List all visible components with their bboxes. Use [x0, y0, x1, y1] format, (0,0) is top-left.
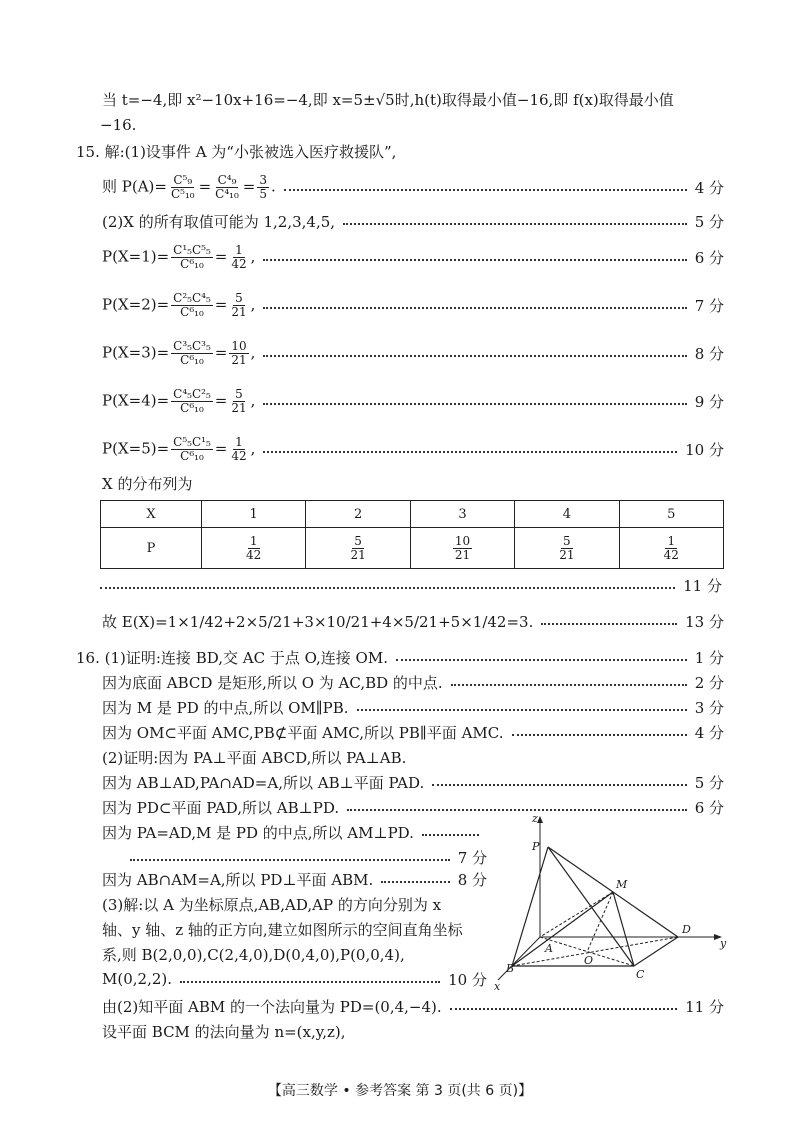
prob-formula: P(X=1)= $\frac{\text{C¹₅C⁵₅}}{\text{C⁶₁₀}}$ = $\frac{1}{42}$ ,	[102, 242, 256, 271]
expectation-line: 故 E(X)=1×1/42+2×5/21+3×10/21+4×5/21+5×1/42=3. 13 分	[102, 612, 724, 631]
table-cell: 2	[306, 501, 410, 528]
figure-label: y	[720, 937, 727, 950]
text-line	[102, 86, 724, 112]
prob-formula: P(X=3)= $\frac{\text{C³₅C³₅}}{\text{C⁶₁₀}}$ = $\frac{10}{21}$ ,	[102, 338, 256, 367]
table-cell: 1	[202, 501, 306, 528]
score-label: 11 分	[683, 576, 722, 595]
q16-line: 轴、y 轴、z 轴的正方向,建立如图所示的空间直角坐标	[102, 920, 463, 939]
edge-ma	[540, 892, 613, 937]
leader-dots	[263, 355, 686, 357]
q16-line: 因为 OM⊂平面 AMC,PB⊄平面 AMC,所以 PB∥平面 AMC. 4 分	[102, 723, 724, 742]
figure-label: M	[616, 878, 628, 891]
diag-bd	[512, 937, 678, 966]
leader-dots	[263, 259, 686, 261]
z-arrow	[537, 816, 543, 823]
figure-label: x	[494, 980, 501, 992]
score-label: 7 分	[694, 296, 724, 315]
edge-pc	[548, 847, 634, 966]
prob-formula: P(X=4)= $\frac{\text{C⁴₅C²₅}}{\text{C⁶₁₀}}$ = $\frac{5}{21}$ ,	[102, 386, 256, 415]
q16-line: M(0,2,2). 10 分	[102, 970, 487, 989]
q16-line: (2)证明:因为 PA⊥平面 ABCD,所以 PA⊥AB.	[102, 748, 407, 767]
q16-line: 设平面 BCM 的法向量为 n=(x,y,z),	[102, 1022, 346, 1041]
text-line	[100, 112, 722, 138]
q16-line: 因为 PD⊂平面 PAD,所以 AB⊥PD. 6 分	[102, 798, 724, 817]
leader-dots	[263, 307, 686, 309]
table-row	[101, 528, 724, 569]
figure-label: C	[636, 968, 645, 981]
prob-line	[102, 244, 724, 270]
figure-label: P	[532, 840, 540, 853]
figure-label: D	[682, 923, 691, 936]
line-text: 当 t=−4,即 x²−10x+16=−4,即 x=5±√5时,h(t)取得最小值−16,即 f(x)取得最小值	[102, 90, 674, 109]
q16-line: 7 分	[102, 844, 487, 870]
q15-pa-line	[102, 174, 724, 200]
prob-line	[102, 292, 724, 318]
q16-line: 系,则 B(2,0,0),C(2,4,0),D(0,4,0),P(0,0,4),	[102, 945, 405, 964]
score-label: 5 分	[694, 212, 724, 231]
q16-line: 因为 AB∩AM=A,所以 PD⊥平面 ABM. 8 分	[102, 870, 487, 889]
prob-formula: P(X=5)= $\frac{\text{C⁵₅C¹₅}}{\text{C⁶₁₀}}$ = $\frac{1}{42}$ ,	[102, 434, 256, 463]
pyramid-figure	[490, 812, 730, 992]
edge-pb	[512, 847, 548, 966]
q16-line: 因为 PA=AD,M 是 PD 的中点,所以 AM⊥PD.	[102, 819, 487, 845]
figure-label: A	[545, 942, 553, 955]
q15-title: 15. 解:(1)设事件 A 为“小张被选入医疗救援队”,	[76, 142, 397, 161]
table-cell: $\frac{5}{21}$	[515, 528, 619, 569]
page-footer: 【高三数学 • 参考答案 第 3 页(共 6 页)】	[267, 1083, 533, 1099]
edge-mc	[613, 892, 634, 966]
score-label: 6 分	[694, 248, 724, 267]
leader-dots	[284, 189, 687, 191]
table-row	[101, 501, 724, 528]
q16-line: 因为 AB⊥AD,PA∩AD=A,所以 AB⊥平面 PAD. 5 分	[102, 773, 724, 792]
table-cell: $\frac{1}{42}$	[619, 528, 723, 569]
table-cell: $\frac{1}{42}$	[202, 528, 306, 569]
q15-x-line: (2)X 的所有取值可能为 1,2,3,4,5, 5 分	[102, 212, 724, 231]
leader-dots	[100, 587, 675, 589]
score-label: 9 分	[694, 392, 724, 411]
prob-line	[102, 340, 724, 366]
prob-line	[102, 388, 724, 414]
q16-line: 由(2)知平面 ABM 的一个法向量为 PD=(0,4,−4). 11 分	[102, 997, 724, 1016]
q16-line: 16. (1)证明:连接 BD,交 AC 于点 O,连接 OM. 1 分	[76, 648, 724, 667]
leader-dots	[343, 223, 687, 225]
score-label: 10 分	[685, 440, 724, 459]
leader-dots	[263, 451, 677, 453]
table-cell: P	[101, 528, 202, 569]
leader-dots	[541, 623, 677, 625]
table-cell: 5	[619, 501, 723, 528]
score-line	[100, 572, 722, 598]
prob-formula: P(X=2)= $\frac{\text{C²₅C⁴₅}}{\text{C⁶₁₀}}$ = $\frac{5}{21}$ ,	[102, 290, 256, 319]
q16-line: 因为 M 是 PD 的中点,所以 OM∥PB. 3 分	[102, 698, 724, 717]
q16-line: (3)解:以 A 为坐标原点,AB,AD,AP 的方向分别为 x	[102, 895, 442, 914]
score-label: 4 分	[694, 178, 724, 197]
leader-dots	[263, 403, 686, 405]
figure-label: B	[506, 962, 515, 975]
table-cell: $\frac{10}{21}$	[410, 528, 514, 569]
figure-label: O	[584, 954, 594, 967]
table-cell: 3	[410, 501, 514, 528]
line-text: −16.	[100, 116, 137, 134]
table-cell: $\frac{5}{21}$	[306, 528, 410, 569]
table-cell: 4	[515, 501, 619, 528]
score-label: 8 分	[694, 344, 724, 363]
table-cell: X	[101, 501, 202, 528]
dist-title: X 的分布列为	[102, 474, 193, 493]
distribution-table	[100, 500, 724, 569]
figure-label: z	[532, 812, 538, 825]
q15-pa-formula: 则 P(A)= $\frac{\text{C⁵₉}}{\text{C⁵₁₀}}$ = $\frac{\text{C⁴₉}}{\text{C⁴₁₀}}$ = $\frac{3}{5}$ .	[102, 172, 276, 201]
prob-line	[102, 436, 724, 462]
score-label: 13 分	[685, 612, 724, 631]
q16-line: 因为底面 ABCD 是矩形,所以 O 为 AC,BD 的中点. 2 分	[102, 673, 724, 692]
